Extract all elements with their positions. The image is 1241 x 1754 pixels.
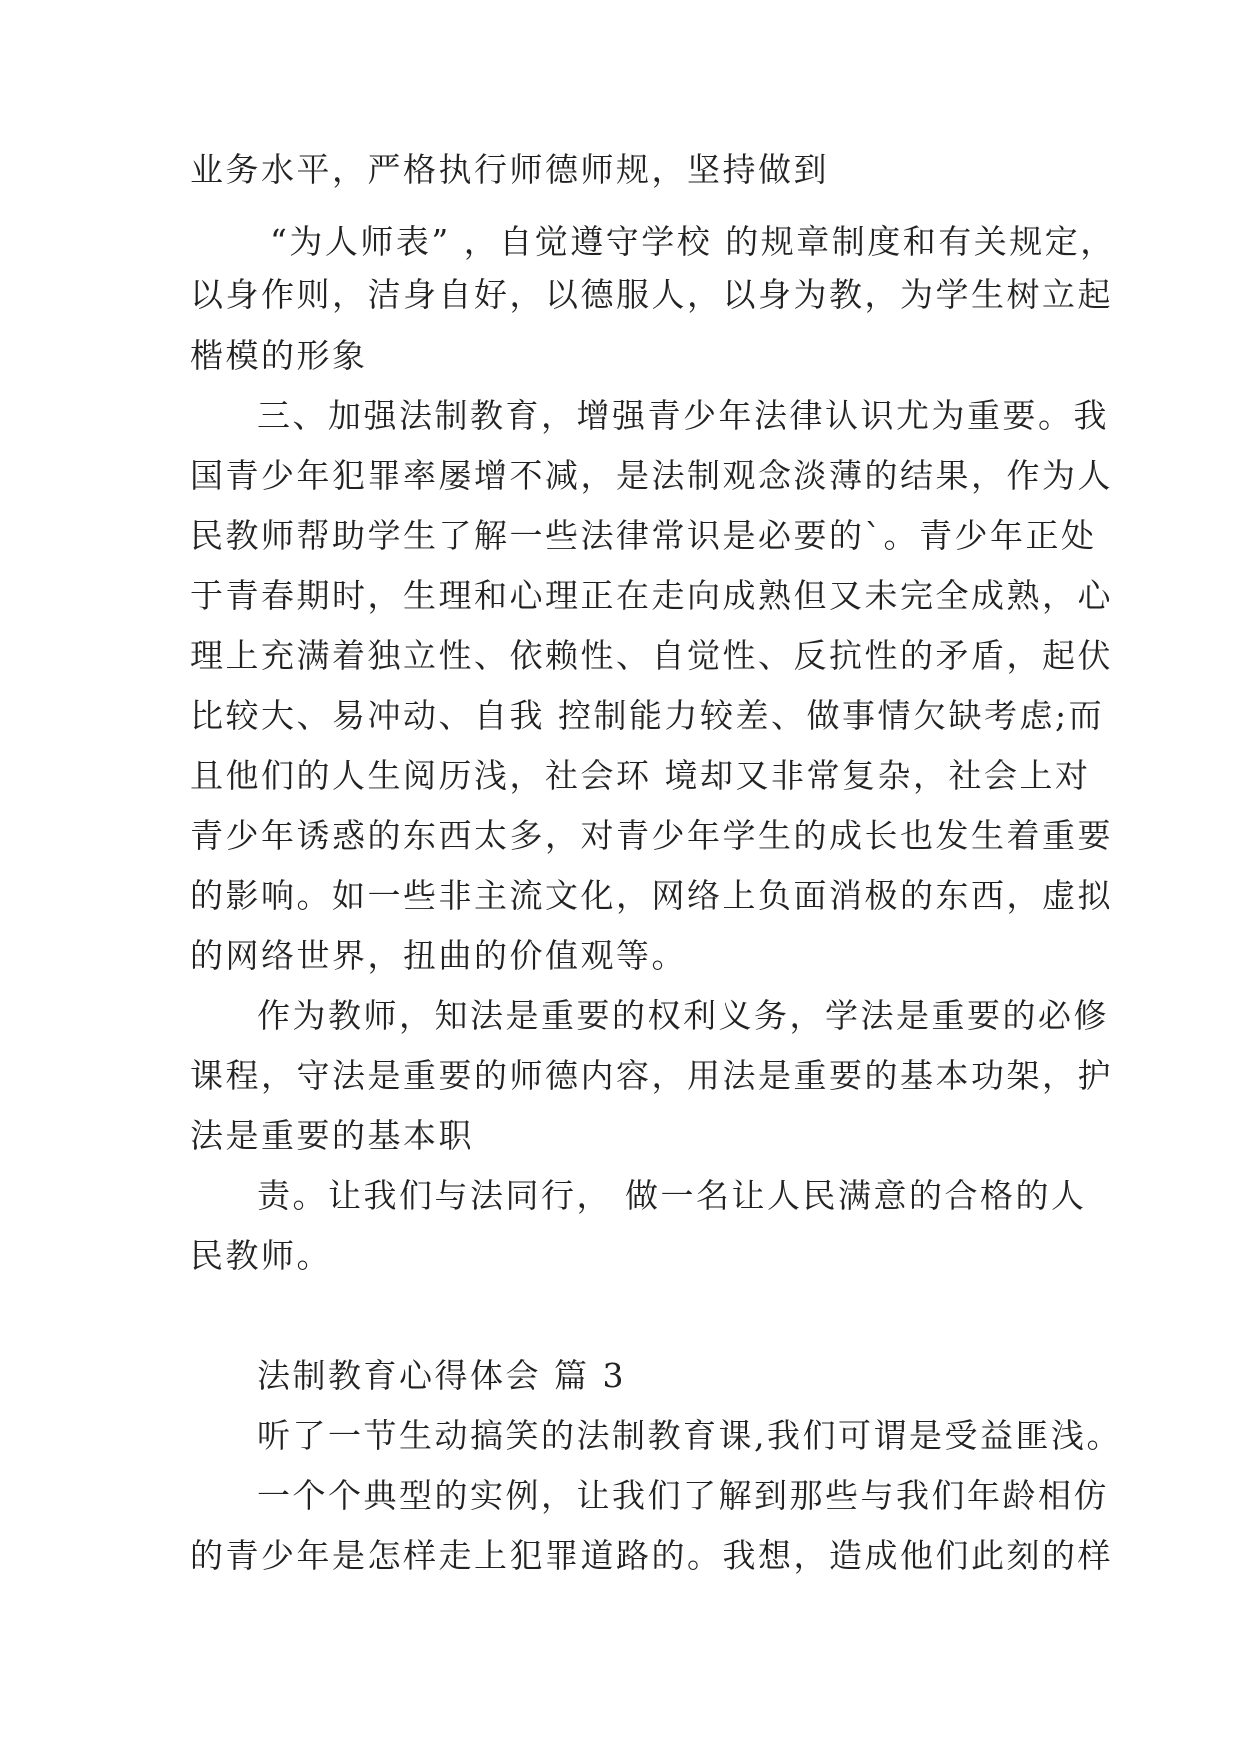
text-line: 且他们的人生阅历浅，社会环 境却又非常复杂，社会上对 (190, 756, 1091, 795)
text-line: 法是重要的基本职 (190, 1116, 474, 1155)
text-line: 青少年诱惑的东西太多，对青少年学生的成长也发生着重要 (190, 816, 1113, 855)
text-line: 三、加强法制教育，增强青少年法律认识尤为重要。我 (257, 396, 1109, 435)
text-line: 的影响。如一些非主流文化，网络上负面消极的东西，虚拟 (190, 876, 1113, 915)
text-line: 理上充满着独立性、依赖性、自觉性、反抗性的矛盾，起伏 (190, 636, 1113, 675)
text-line: 听了一节生动搞笑的法制教育课,我们可谓是受益匪浅。 (257, 1416, 1122, 1455)
text-line: 责。让我们与法同行， 做一名让人民满意的合格的人 (257, 1176, 1087, 1215)
text-line: 比较大、易冲动、自我 控制能力较差、做事情欠缺考虑;而 (190, 696, 1105, 735)
text-line: 国青少年犯罪率屡增不减，是法制观念淡薄的结果，作为人 (190, 456, 1113, 495)
text-line: 一个个典型的实例，让我们了解到那些与我们年龄相仿 (257, 1476, 1109, 1515)
text-line: 作为教师，知法是重要的权利义务，学法是重要的必修 (257, 996, 1109, 1035)
text-line: 民教师。 (190, 1236, 332, 1275)
text-line: 的青少年是怎样走上犯罪道路的。我想，造成他们此刻的样 (190, 1536, 1113, 1575)
text-line: 课程，守法是重要的师德内容，用法是重要的基本功架，护 (190, 1056, 1113, 1095)
text-line: 的网络世界，扭曲的价值观等。 (190, 936, 687, 975)
text-line: 业务水平，严格执行师德师规，坚持做到 (190, 150, 829, 189)
text-line: 民教师帮助学生了解一些法律常识是必要的`。青少年正处 (190, 516, 1097, 555)
text-line: 于青春期时，生理和心理正在走向成熟但又未完全成熟，心 (190, 576, 1113, 615)
text-line: 楷模的形象 (190, 336, 368, 375)
section-heading: 法制教育心得体会 篇 3 (257, 1356, 626, 1395)
text-line: “为人师表” ，自觉遵守学校 的规章制度和有关规定， (270, 222, 1116, 261)
text-line: 以身作则，洁身自好，以德服人，以身为教，为学生树立起 (190, 275, 1113, 314)
